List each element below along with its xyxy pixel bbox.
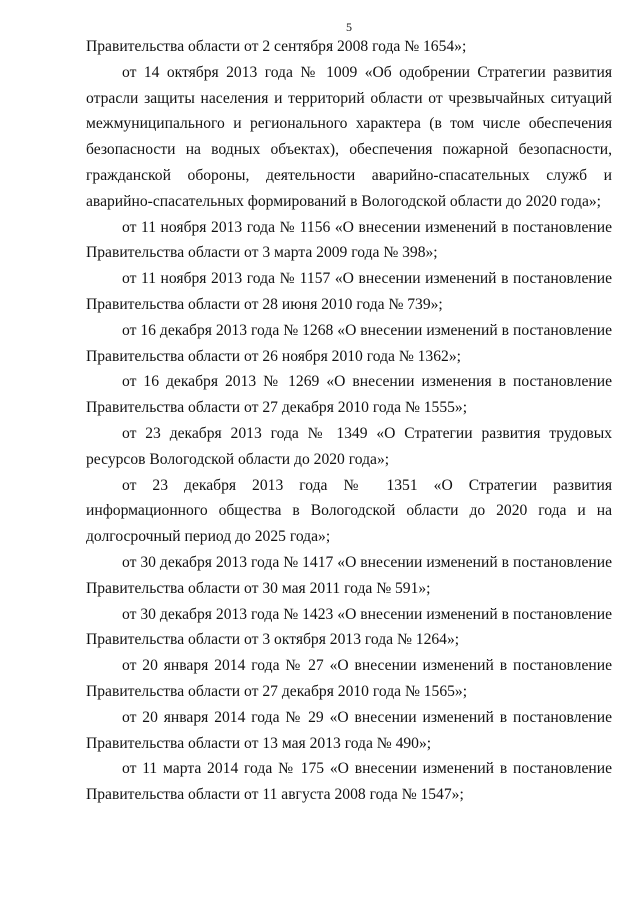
paragraph-resolution-1009: от 14 октября 2013 года № 1009 «Об одобрении Стратегии развития отрасли защиты населения и территорий области от чрезвычайных ситуаций межмуниципального и регионального характера (в том числе обеспечения безопасности на водных объектах), обеспечения пожарной безопасности, гражданской обороны, деятельности аварийно-спасательных служб и аварийно-спасательных формирований в Вологодской области до 2020 года»;	[86, 63, 612, 210]
paragraph-resolution-1157: от 11 ноября 2013 года № 1157 «О внесении изменений в постановление Правительства области от 28 июня 2010 года № 739»;	[86, 270, 612, 313]
paragraph-resolution-1417: от 30 декабря 2013 года № 1417 «О внесении изменений в постановление Правительства области от 30 мая 2011 года № 591»;	[86, 553, 612, 597]
paragraph-resolution-175: от 11 марта 2014 года № 175 «О внесении изменений в постановление Правительства области от 11 августа 2008 года № 1547»;	[86, 760, 612, 804]
page-number: 5	[346, 20, 352, 34]
paragraph-resolution-1268: от 16 декабря 2013 года № 1268 «О внесении изменений в постановление Правительства области от 26 ноября 2010 года № 1362»;	[86, 321, 612, 365]
paragraph-resolution-1269: от 16 декабря 2013 № 1269 «О внесении изменения в постановление Правительства области от 27 декабря 2010 года № 1555»;	[86, 373, 612, 417]
paragraph-resolution-1156: от 11 ноября 2013 года № 1156 «О внесении изменений в постановление Правительства области от 3 марта 2009 года № 398»;	[86, 218, 612, 262]
paragraph-resolution-1349: от 23 декабря 2013 года № 1349 «О Стратегии развития трудовых ресурсов Вологодской области до 2020 года»;	[86, 424, 612, 468]
paragraph-resolution-1423: от 30 декабря 2013 года № 1423 «О внесении изменений в постановление Правительства области от 3 октября 2013 года № 1264»;	[86, 605, 612, 649]
paragraph-continuation: Правительства области от 2 сентября 2008 года № 1654»;	[86, 38, 467, 55]
paragraph-resolution-1351: от 23 декабря 2013 года № 1351 «О Стратегии развития информационного общества в Вологодской области до 2020 года и на долгосрочный период до 2025 года»;	[86, 476, 612, 546]
paragraph-resolution-29: от 20 января 2014 года № 29 «О внесении изменений в постановление Правительства области от 13 мая 2013 года № 490»;	[86, 708, 612, 752]
paragraph-resolution-27: от 20 января 2014 года № 27 «О внесении изменений в постановление Правительства области от 27 декабря 2010 года № 1565»;	[86, 657, 612, 700]
document-body	[86, 34, 612, 808]
